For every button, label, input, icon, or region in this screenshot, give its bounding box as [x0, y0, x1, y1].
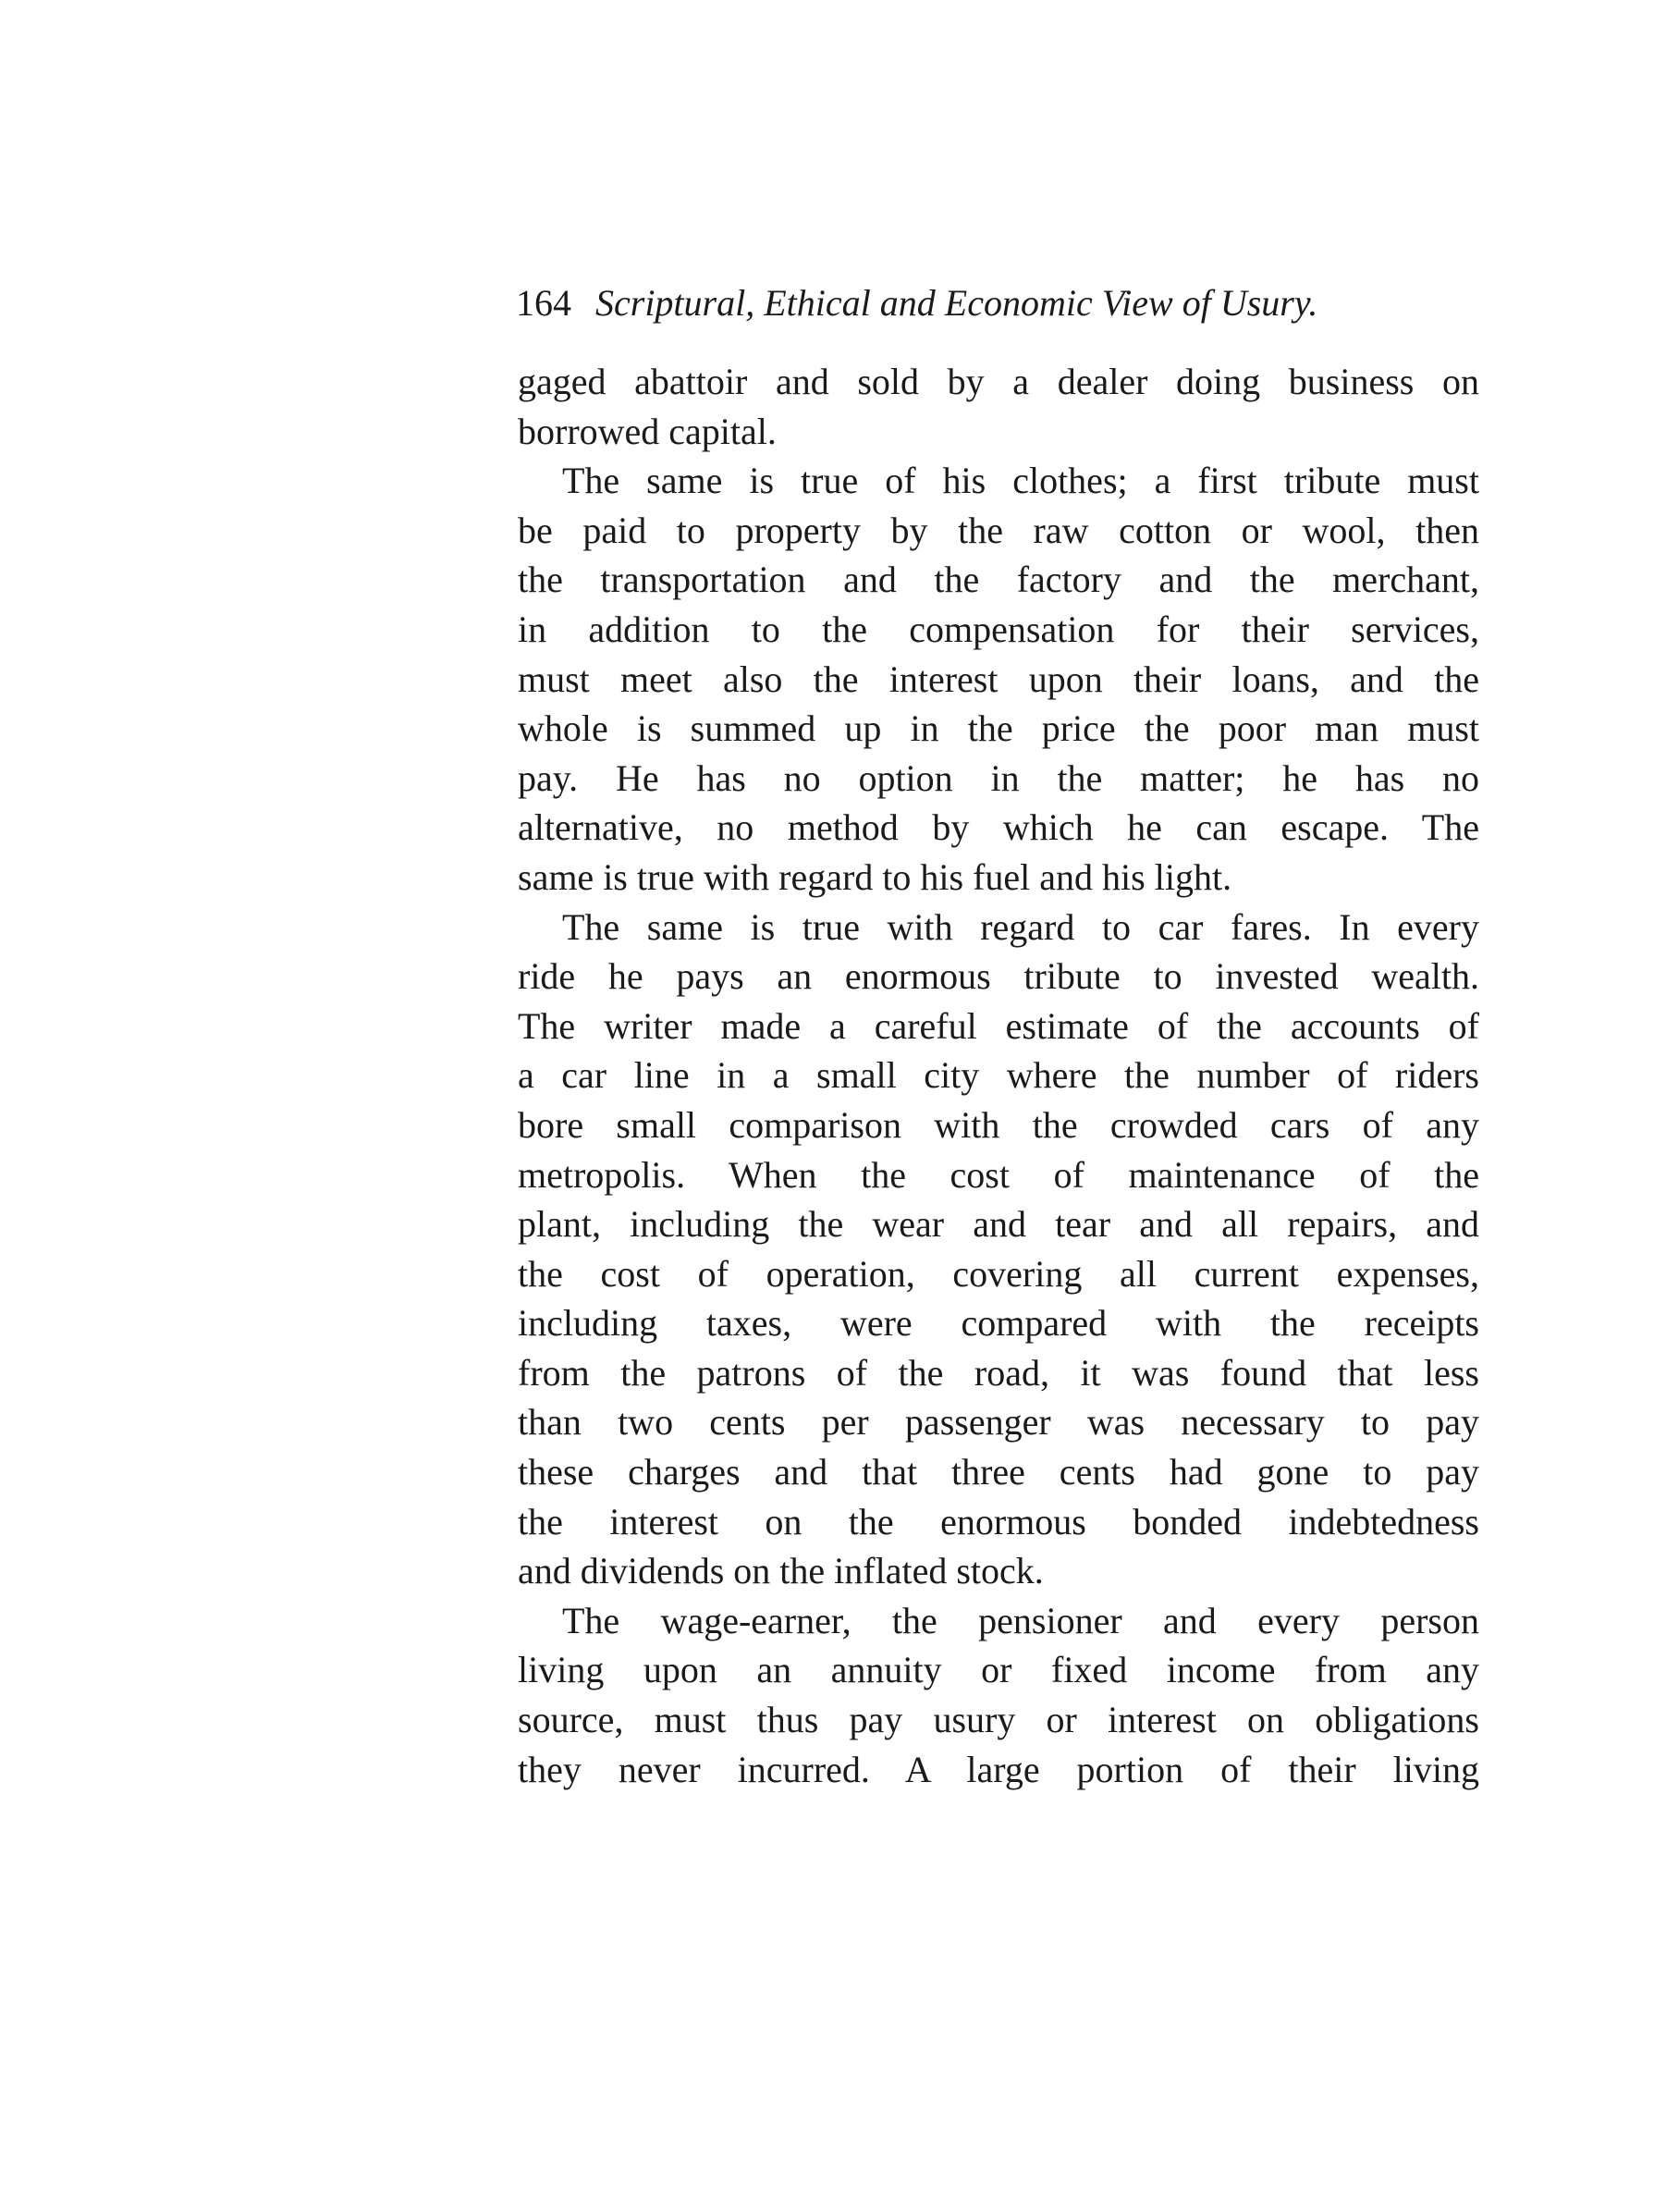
paragraph [518, 456, 1479, 902]
text-line: bore small comparison with the crowded cars of any [518, 1103, 1479, 1146]
text-line: metropolis. When the cost of maintenance of the [518, 1153, 1479, 1196]
text-line: than two cents per passenger was necessary to pay [518, 1401, 1479, 1444]
text-line: a car line in a small city where the number of riders [518, 1054, 1479, 1097]
text-line: and dividends on the inflated stock. [518, 1550, 1044, 1592]
text-line: pay. He has no option in the matter; he has no [518, 756, 1479, 799]
text-line: the transportation and the factory and the merchant, [518, 559, 1479, 601]
text-line: The same is true of his clothes; a first tribute must [562, 460, 1479, 502]
paragraph [518, 903, 1479, 1596]
page-number: 164 [516, 282, 571, 324]
text-line: in addition to the compensation for their services, [518, 608, 1479, 650]
running-title: Scriptural, Ethical and Economic View of Usury. [595, 282, 1318, 324]
text-line: borrowed capital. [518, 410, 777, 452]
body-text [518, 357, 1479, 1794]
text-line: The same is true with regard to car fares. In every [562, 905, 1479, 948]
text-line: alternative, no method by which he can escape. The [518, 806, 1479, 849]
paragraph [518, 357, 1479, 456]
text-line: gaged abattoir and sold by a dealer doing business on [518, 361, 1479, 402]
text-line: source, must thus pay usury or interest on obligations [518, 1699, 1479, 1741]
text-line: the interest on the enormous bonded indebtedness [518, 1500, 1479, 1542]
text-line: whole is summed up in the price the poor man must [518, 707, 1479, 750]
text-line: including taxes, were compared with the receipts [518, 1302, 1479, 1345]
text-line: The wage-earner, the pensioner and every person [562, 1599, 1479, 1641]
text-line: ride he pays an enormous tribute to invested wealth. [518, 955, 1479, 998]
text-line: living upon an annuity or fixed income from any [518, 1649, 1479, 1691]
text-line: must meet also the interest upon their loans, and the [518, 657, 1479, 700]
text-line: from the patrons of the road, it was found that less [518, 1351, 1479, 1394]
text-line: the cost of operation, covering all current expenses, [518, 1252, 1479, 1295]
text-line: The writer made a careful estimate of the accounts of [518, 1004, 1479, 1047]
text-line: plant, including the wear and tear and all repairs, and [518, 1203, 1479, 1246]
text-line: be paid to property by the raw cotton or wool, then [518, 509, 1479, 551]
text-line: these charges and that three cents had gone to pay [518, 1451, 1479, 1493]
text-line: they never incurred. A large portion of their living [518, 1748, 1479, 1790]
text-line: same is true with regard to his fuel and his light. [518, 855, 1232, 898]
paragraph [518, 1596, 1479, 1794]
running-head [516, 277, 1487, 329]
